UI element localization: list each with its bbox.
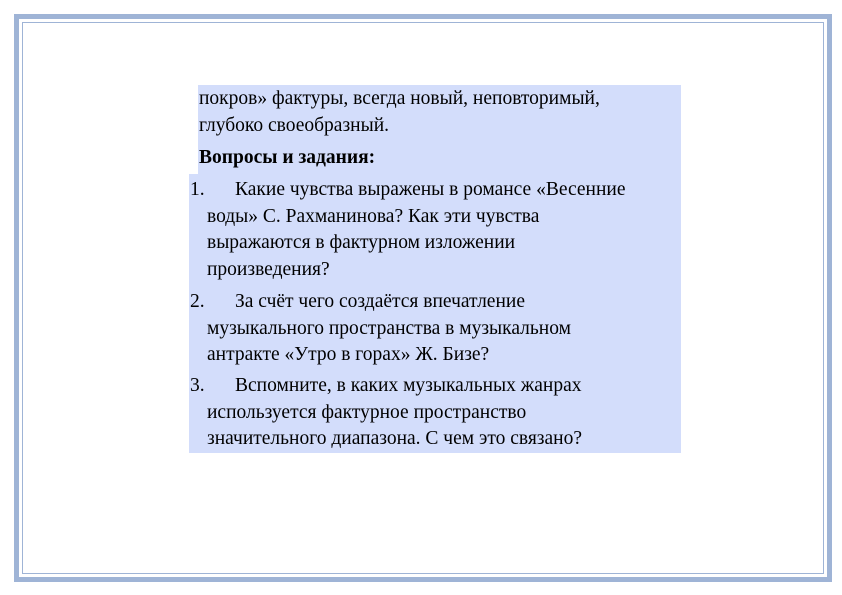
intro-line: покров» фактуры, всегда новый, неповторимый, [199,88,600,109]
intro-paragraph [199,86,600,139]
intro-line: глубоко своеобразный. [199,114,390,136]
question-text [207,177,679,283]
question-line: выражаются в фактурном изложении [207,232,516,253]
question-line: За счёт чего создаётся впечатление [235,291,525,312]
question-line: Какие чувства выражены в романсе «Весенние [235,179,626,200]
question-line: значительного диапазона. С чем это связано? [207,428,582,449]
question-text [207,373,679,453]
question-number: 3. [190,375,205,396]
section-heading: Вопросы и задания: [199,147,376,168]
question-line: произведения? [207,258,330,280]
question-number: 2. [190,291,205,312]
question-line: музыкального пространства в музыкальном [207,317,571,339]
question-line: антракте «Утро в горах» Ж. Бизе? [207,344,490,365]
question-line: воды» С. Рахманинова? Как эти чувства [207,205,540,227]
question-text [207,289,679,369]
question-number: 1. [190,179,205,200]
question-line: Вспомните, в каких музыкальных жанрах [235,375,582,396]
question-line: используется фактурное пространство [207,401,527,423]
